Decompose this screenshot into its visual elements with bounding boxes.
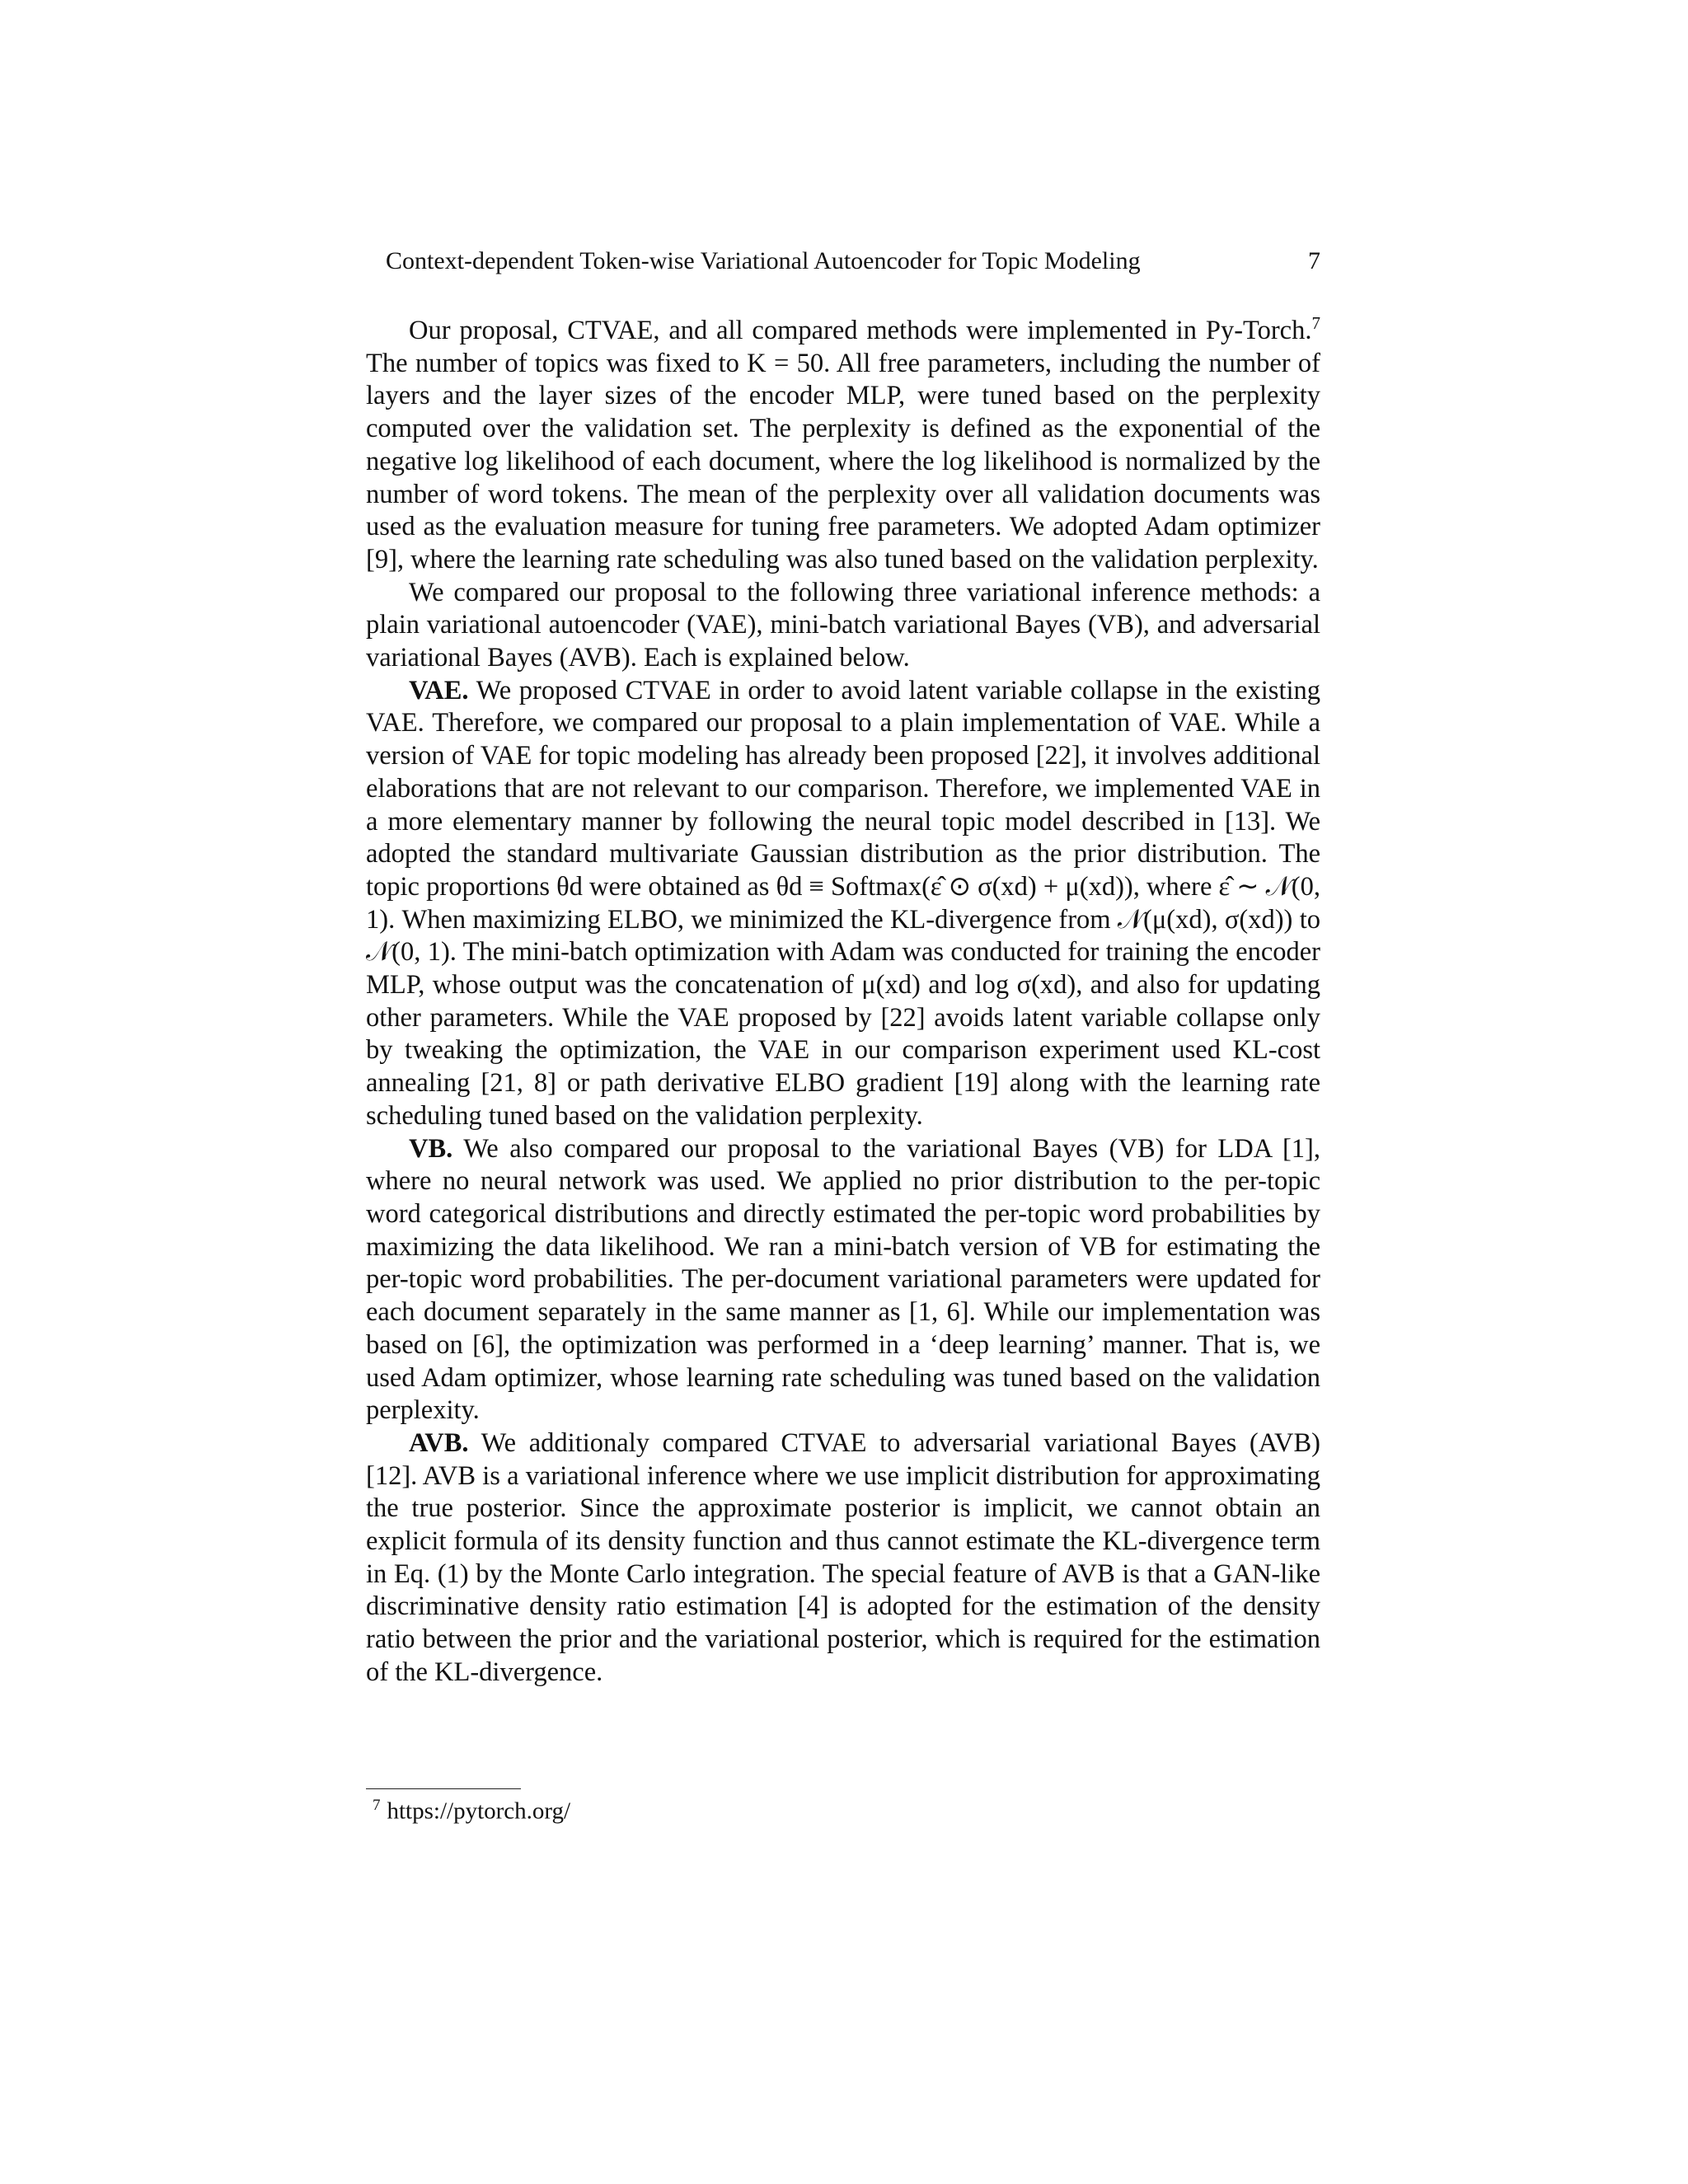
footnote <box>373 1797 570 1825</box>
paragraph-text: We proposed CTVAE in order to avoid latent variable collapse in the existing VAE. Therefore, we compared our proposal to a plain implementation of VAE. While a version of VAE for topic modeling has already been proposed [22], it involves additional elaborations that are not relevant to our comparison. Therefore, we implemented VAE in a more elementary manner by following the neural topic model described in [13]. We adopted the standard multivariate Gaussian distribution as the prior distribution. The topic proportions θd were obtained as θd ≡ Softmax(ε̂ ⊙ σ(xd) + μ(xd)), where ε̂ ∼ 𝒩(0, 1). When maximizing ELBO, we minimized the KL-divergence from 𝒩(μ(xd), σ(xd)) to 𝒩(0, 1). The mini-batch optimization with Adam was conducted for training the encoder MLP, whose output was the concatenation of μ(xd) and log σ(xd), and also for updating other parameters. While the VAE proposed by [22] avoids latent variable collapse only by tweaking the optimization, the VAE in our comparison experiment used KL-cost annealing [21, 8] or path derivative ELBO gradient [19] along with the learning rate scheduling tuned based on the validation perplexity. <box>366 675 1320 1131</box>
paragraph-vae <box>366 675 1320 1133</box>
paragraph-avb <box>366 1427 1320 1690</box>
paragraph-lead: VAE. <box>409 675 469 705</box>
page-number: 7 <box>1308 247 1320 274</box>
footnote-rule <box>366 1788 521 1789</box>
footnote-ref: 7 <box>1311 313 1320 334</box>
paragraph-text: We also compared our proposal to the variational Bayes (VB) for LDA [1], where no neural network was used. We applied no prior distribution to the per-topic word categorical distributions and directly estimated the per-topic word probabilities by maximizing the data likelihood. We ran a mini-batch version of VB for estimating the per-topic word probabilities. The per-document variational parameters were updated for each document separately in the same manner as [1, 6]. While our implementation was based on [6], the optimization was performed in a ‘deep learning’ manner. That is, we used Adam optimizer, whose learning rate scheduling was tuned based on the validation perplexity. <box>366 1133 1320 1426</box>
paragraph-text: Our proposal, CTVAE, and all compared methods were implemented in Py-Torch. <box>409 316 1312 345</box>
paragraph-text: We compared our proposal to the following three variational inference methods: a plain variational autoencoder (VAE), mini-batch variational Bayes (VB), and adversarial variational Bayes (AVB). Each is explained below. <box>366 577 1320 673</box>
paragraph-vb <box>366 1133 1320 1427</box>
footnote-link[interactable]: https://pytorch.org/ <box>387 1797 571 1825</box>
paragraph-implementation <box>366 315 1320 577</box>
running-title: Context-dependent Token-wise Variational Autoencoder for Topic Modeling <box>386 247 1141 274</box>
paragraph-compared-methods <box>366 577 1320 675</box>
paragraph-lead: AVB. <box>409 1427 469 1458</box>
footnote-mark: 7 <box>373 1797 381 1814</box>
paragraph-lead: VB. <box>409 1133 453 1164</box>
paragraph-text-cont: The number of topics was fixed to K = 50. All free parameters, including the number of layers and the layer sizes of the encoder MLP, were tuned based on the perplexity computed over the validation set. The perplexity is defined as the exponential of the negative log likelihood of each document, where the log likelihood is normalized by the number of word tokens. The mean of the perplexity over all validation documents was used as the evaluation measure for tuning free parameters. We adopted Adam optimizer [9], where the learning rate scheduling was also tuned based on the validation perplexity. <box>366 348 1320 574</box>
paragraph-text: We additionaly compared CTVAE to adversarial variational Bayes (AVB) [12]. AVB is a variational inference where we use implicit distribution for approximating the true posterior. Since the approximate posterior is implicit, we cannot obtain an explicit formula of its density function and thus cannot estimate the KL-divergence term in Eq. (1) by the Monte Carlo integration. The special feature of AVB is that a GAN-like discriminative density ratio estimation [4] is adopted for the estimation of the density ratio between the prior and the variational posterior, which is required for the estimation of the KL-divergence. <box>366 1427 1320 1687</box>
body-text <box>366 315 1320 1690</box>
running-header <box>386 247 1320 284</box>
